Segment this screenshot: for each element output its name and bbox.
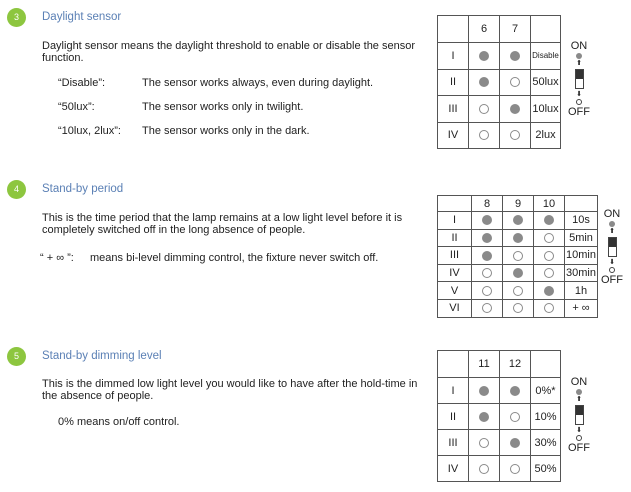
switch-off-dot-icon xyxy=(513,251,523,261)
switch-on-dot-icon xyxy=(482,215,492,225)
switch-cell xyxy=(469,430,500,456)
switch-cell xyxy=(500,456,531,482)
switch-cell xyxy=(469,43,500,70)
switch-cell xyxy=(472,299,503,317)
row-label: IV xyxy=(438,122,469,149)
row-label: II xyxy=(438,404,469,430)
row-label: IV xyxy=(438,264,472,282)
row-label: I xyxy=(438,212,472,230)
switch-on-dot-icon xyxy=(479,51,489,61)
switch-cell xyxy=(500,96,531,123)
switch-on-dot-icon xyxy=(510,438,520,448)
on-off-switch-legend xyxy=(564,40,594,118)
switch-on-dot-icon xyxy=(544,215,554,225)
switch-number-header: 6 xyxy=(469,16,500,43)
switch-off-dot-icon xyxy=(513,286,523,296)
on-dot-icon xyxy=(576,53,582,59)
arrow-down-icon: ⬇ xyxy=(576,427,582,434)
row-value: 2lux xyxy=(531,122,561,149)
row-label: IV xyxy=(438,456,469,482)
header-value xyxy=(531,16,561,43)
switch-cell xyxy=(500,69,531,96)
table-row xyxy=(438,212,598,230)
row-value: 5min xyxy=(565,229,598,247)
row-value: 10s xyxy=(565,212,598,230)
switch-cell xyxy=(503,299,534,317)
switch-off-dot-icon xyxy=(544,303,554,313)
table-row xyxy=(438,264,598,282)
note-key: “ + ∞ ”: xyxy=(40,252,74,264)
switch-on-dot-icon xyxy=(510,51,520,61)
off-dot-icon xyxy=(576,99,582,105)
switch-cell xyxy=(500,122,531,149)
switch-cell xyxy=(472,282,503,300)
off-dot-icon xyxy=(576,435,582,441)
switch-slider-icon xyxy=(575,69,584,89)
dip-switch-table xyxy=(437,350,561,482)
header-value xyxy=(565,196,598,212)
dip-switch-table xyxy=(437,195,598,318)
switch-cell xyxy=(469,96,500,123)
switch-slider-icon xyxy=(608,237,617,257)
row-value: 50lux xyxy=(531,69,561,96)
switch-on-dot-icon xyxy=(482,251,492,261)
row-label: VI xyxy=(438,299,472,317)
on-label: ON xyxy=(603,208,621,220)
note-text: 0% means on/off control. xyxy=(58,416,180,428)
section-number-badge: 5 xyxy=(7,347,26,366)
row-value: 50% xyxy=(531,456,561,482)
switch-slider-icon xyxy=(575,405,584,425)
row-label: III xyxy=(438,430,469,456)
switch-on-dot-icon xyxy=(479,386,489,396)
switch-on-dot-icon xyxy=(510,386,520,396)
arrow-up-icon: ⬆ xyxy=(609,228,615,235)
on-dot-icon xyxy=(609,221,615,227)
table-row xyxy=(438,456,561,482)
note-text: The sensor works only in twilight. xyxy=(142,101,304,113)
table-row xyxy=(438,282,598,300)
switch-off-dot-icon xyxy=(510,77,520,87)
section-title: Stand-by dimming level xyxy=(42,350,162,362)
section-number-badge: 3 xyxy=(7,8,26,27)
switch-number-header: 10 xyxy=(534,196,565,212)
switch-on-dot-icon xyxy=(510,104,520,114)
switch-cell xyxy=(503,247,534,265)
switch-on-dot-icon xyxy=(513,215,523,225)
switch-cell xyxy=(472,247,503,265)
row-label: V xyxy=(438,282,472,300)
header-corner xyxy=(438,351,469,378)
switch-off-dot-icon xyxy=(513,303,523,313)
note-key: “50lux”: xyxy=(58,101,95,113)
switch-off-dot-icon xyxy=(479,130,489,140)
switch-cell xyxy=(469,404,500,430)
row-label: III xyxy=(438,247,472,265)
switch-number-header: 12 xyxy=(500,351,531,378)
switch-cell xyxy=(469,378,500,404)
off-dot-icon xyxy=(609,267,615,273)
table-row xyxy=(438,378,561,404)
section-description: This is the dimmed low light level you would like to have after the hold-time in the absence of people. xyxy=(42,378,418,402)
switch-on-dot-icon xyxy=(513,268,523,278)
table-row xyxy=(438,69,561,96)
table-header-row xyxy=(438,16,561,43)
section-title: Daylight sensor xyxy=(42,11,122,23)
switch-cell xyxy=(503,282,534,300)
switch-off-dot-icon xyxy=(544,251,554,261)
switch-number-header: 8 xyxy=(472,196,503,212)
on-label: ON xyxy=(570,40,588,52)
switch-cell xyxy=(500,378,531,404)
switch-cell xyxy=(469,122,500,149)
row-value: 10lux xyxy=(531,96,561,123)
row-value: 10% xyxy=(531,404,561,430)
switch-cell xyxy=(472,212,503,230)
row-value: Disable xyxy=(531,43,561,70)
off-label: OFF xyxy=(601,274,623,286)
switch-on-dot-icon xyxy=(482,233,492,243)
row-value: 1h xyxy=(565,282,598,300)
switch-cell xyxy=(472,264,503,282)
row-value: 10min xyxy=(565,247,598,265)
switch-on-dot-icon xyxy=(513,233,523,243)
table-row xyxy=(438,229,598,247)
switch-off-dot-icon xyxy=(482,268,492,278)
dip-switch-table xyxy=(437,15,561,149)
switch-off-dot-icon xyxy=(479,464,489,474)
note-text: The sensor works only in the dark. xyxy=(142,125,310,137)
switch-number-header: 9 xyxy=(503,196,534,212)
on-dot-icon xyxy=(576,389,582,395)
row-label: III xyxy=(438,96,469,123)
switch-cell xyxy=(534,229,565,247)
table-row xyxy=(438,430,561,456)
section-description: Daylight sensor means the daylight threshold to enable or disable the sensor function. xyxy=(42,40,416,64)
table-row xyxy=(438,247,598,265)
header-value xyxy=(531,351,561,378)
note-text: The sensor works always, even during daylight. xyxy=(142,77,374,89)
row-value: + ∞ xyxy=(565,299,598,317)
switch-cell xyxy=(469,69,500,96)
table-header-row xyxy=(438,196,598,212)
switch-cell xyxy=(534,247,565,265)
header-corner xyxy=(438,16,469,43)
switch-off-dot-icon xyxy=(510,412,520,422)
switch-cell xyxy=(534,282,565,300)
header-corner xyxy=(438,196,472,212)
note-text: means bi-level dimming control, the fixture never switch off. xyxy=(90,252,379,264)
off-label: OFF xyxy=(568,442,590,454)
on-off-switch-legend xyxy=(564,376,594,454)
section-description: This is the time period that the lamp remains at a low light level before it is completely switched off in the long absence of people. xyxy=(42,212,403,236)
arrow-up-icon: ⬆ xyxy=(576,60,582,67)
switch-off-dot-icon xyxy=(482,303,492,313)
switch-off-dot-icon xyxy=(510,464,520,474)
note-key: “10lux, 2lux”: xyxy=(58,125,121,137)
switch-cell xyxy=(503,229,534,247)
off-label: OFF xyxy=(568,106,590,118)
switch-cell xyxy=(534,299,565,317)
section-title: Stand-by period xyxy=(42,183,124,195)
switch-cell xyxy=(500,430,531,456)
switch-on-dot-icon xyxy=(479,77,489,87)
switch-cell xyxy=(469,456,500,482)
switch-cell xyxy=(503,212,534,230)
switch-on-dot-icon xyxy=(544,286,554,296)
on-off-switch-legend xyxy=(597,208,627,286)
arrow-down-icon: ⬇ xyxy=(576,91,582,98)
table-row xyxy=(438,299,598,317)
note-key: “Disable”: xyxy=(58,77,106,89)
row-label: I xyxy=(438,43,469,70)
table-row xyxy=(438,122,561,149)
switch-off-dot-icon xyxy=(479,104,489,114)
section-number-badge: 4 xyxy=(7,180,26,199)
switch-on-dot-icon xyxy=(479,412,489,422)
switch-cell xyxy=(503,264,534,282)
switch-number-header: 11 xyxy=(469,351,500,378)
switch-number-header: 7 xyxy=(500,16,531,43)
switch-off-dot-icon xyxy=(482,286,492,296)
switch-cell xyxy=(500,43,531,70)
row-value: 30min xyxy=(565,264,598,282)
on-label: ON xyxy=(570,376,588,388)
switch-off-dot-icon xyxy=(510,130,520,140)
arrow-down-icon: ⬇ xyxy=(609,259,615,266)
row-value: 0%* xyxy=(531,378,561,404)
table-row xyxy=(438,404,561,430)
switch-cell xyxy=(534,212,565,230)
row-label: II xyxy=(438,229,472,247)
switch-off-dot-icon xyxy=(479,438,489,448)
table-header-row xyxy=(438,351,561,378)
switch-cell xyxy=(500,404,531,430)
row-value: 30% xyxy=(531,430,561,456)
row-label: II xyxy=(438,69,469,96)
arrow-up-icon: ⬆ xyxy=(576,396,582,403)
table-row xyxy=(438,43,561,70)
switch-off-dot-icon xyxy=(544,233,554,243)
table-row xyxy=(438,96,561,123)
row-label: I xyxy=(438,378,469,404)
switch-off-dot-icon xyxy=(544,268,554,278)
switch-cell xyxy=(534,264,565,282)
switch-cell xyxy=(472,229,503,247)
